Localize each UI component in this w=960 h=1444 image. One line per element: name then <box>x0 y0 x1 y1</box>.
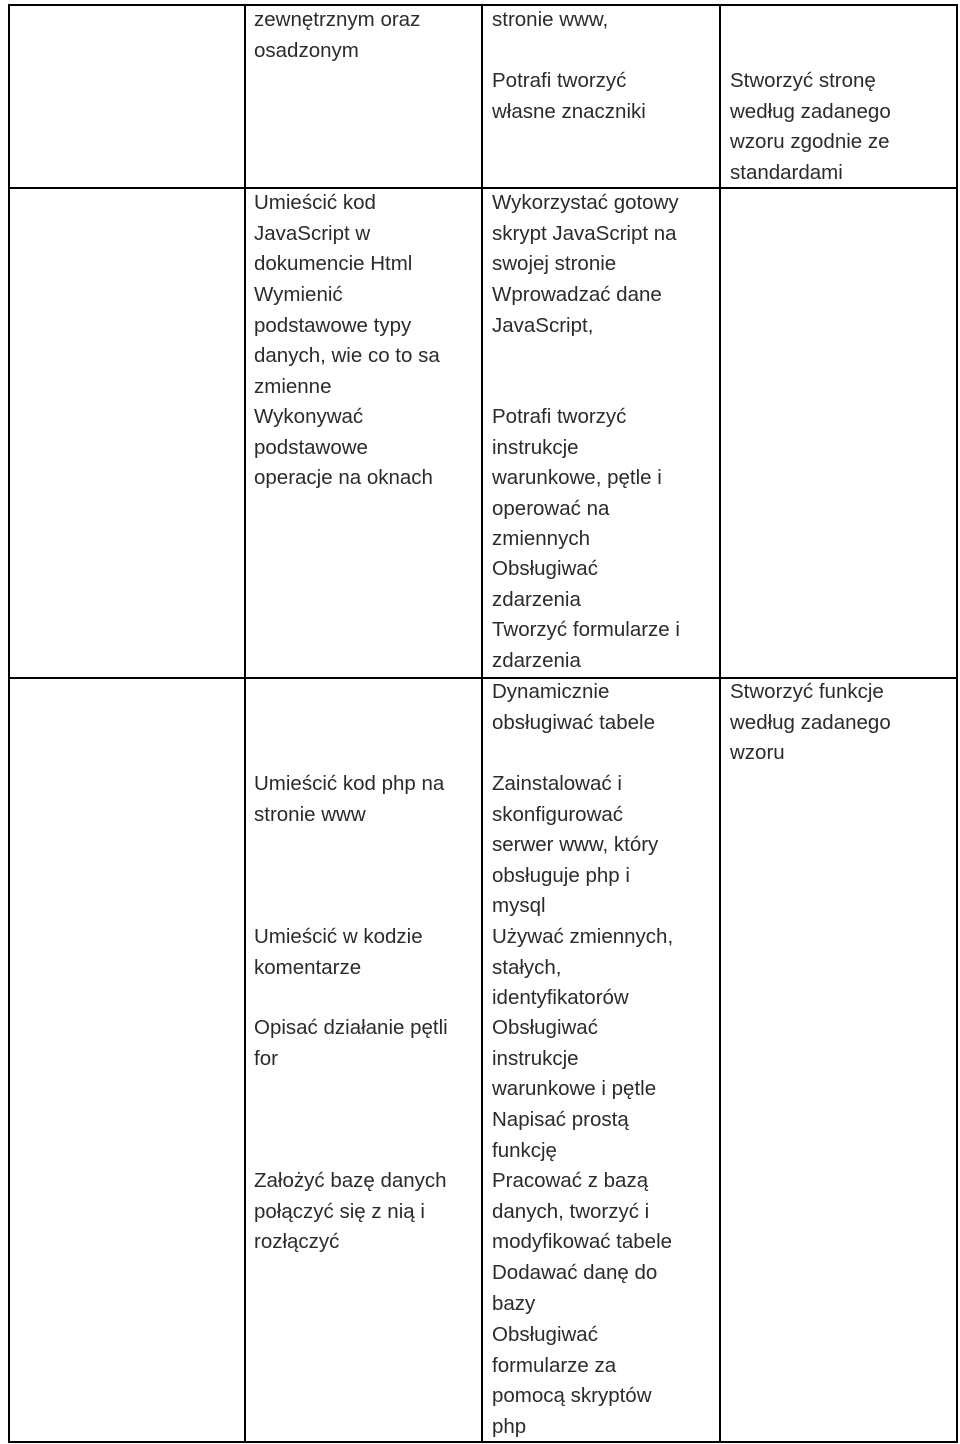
column-divider-1 <box>244 4 246 1442</box>
skill-database-connect: Założyć bazę danych połączyć się z nią i rozłączyć <box>254 1169 447 1254</box>
skill-php-conditionals: Obsługiwać instrukcje warunkowe i pętle <box>492 1016 657 1101</box>
skill-embed-javascript: Umieścić kod JavaScript w dokumencie Html <box>254 191 413 276</box>
skill-install-server: Zainstalować i skonfigurować serwer www, który obsługuje php i mysql <box>492 772 659 918</box>
skill-insert-data: Dodawać danę do bazy <box>492 1261 658 1315</box>
table-border-bottom <box>8 1441 958 1443</box>
skill-conditionals-loops: Potrafi tworzyć instrukcje warunkowe, pętle i operować na zmiennych <box>492 405 662 551</box>
skill-code-comments: Umieścić w kodzie komentarze <box>254 925 423 979</box>
skill-input-data: Wprowadzać dane JavaScript, <box>492 283 662 337</box>
skill-dynamic-tables: Dynamicznie obsługiwać tabele <box>492 680 655 734</box>
skill-create-functions: Stworzyć funkcje według zadanego wzoru <box>730 680 891 765</box>
table-border-left <box>8 4 10 1442</box>
skill-webpage: stronie www, <box>492 8 609 31</box>
skill-database-tables: Pracować z bazą danych, tworzyć i modyfikować tabele <box>492 1169 673 1254</box>
table-border-top <box>8 4 958 6</box>
skill-create-page: Stworzyć stronę według zadanego wzoru zgodnie ze standardami <box>730 69 891 184</box>
skill-for-loop: Opisać działanie pętli for <box>254 1016 448 1070</box>
skill-window-operations: Wykonywać podstawowe operacje na oknach <box>254 405 433 490</box>
skill-handle-events: Obsługiwać zdarzenia <box>492 557 598 611</box>
skill-variables-constants: Używać zmiennych, stałych, identyfikatorów <box>492 925 674 1010</box>
table-border-right <box>956 4 958 1442</box>
skill-php-forms: Obsługiwać formularze za pomocą skryptów php <box>492 1323 652 1438</box>
skill-custom-tags: Potrafi tworzyć własne znaczniki <box>492 69 646 123</box>
skill-simple-function: Napisać prostą funkcję <box>492 1108 629 1162</box>
skill-embed-php: Umieścić kod php na stronie www <box>254 772 445 826</box>
skill-data-types: Wymienić podstawowe typy danych, wie co to sa zmienne <box>254 283 440 398</box>
column-divider-3 <box>719 4 721 1442</box>
skill-embed-styles: zewnętrznym oraz osadzonym <box>254 8 421 62</box>
column-divider-2 <box>481 4 483 1442</box>
skill-use-script: Wykorzystać gotowy skrypt JavaScript na swojej stronie <box>492 191 679 276</box>
skill-forms-events: Tworzyć formularze i zdarzenia <box>492 618 680 672</box>
